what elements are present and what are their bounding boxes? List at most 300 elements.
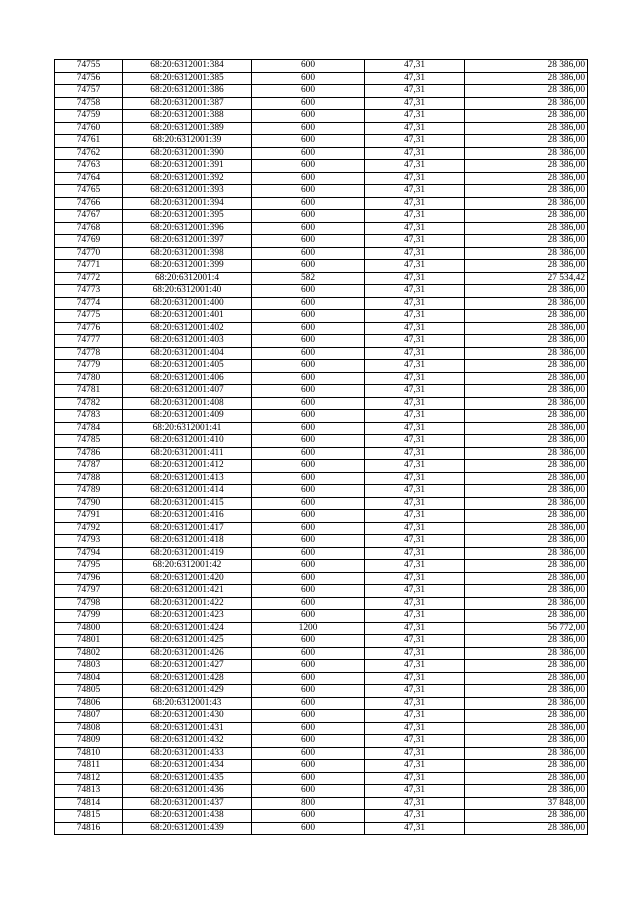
cadastral-number-cell: 68:20:6312001:438: [123, 810, 252, 823]
area-cell: 600: [252, 235, 365, 248]
cadastral-number-cell: 68:20:6312001:429: [123, 685, 252, 698]
table-row: [55, 497, 588, 510]
rate-cell: 47,31: [365, 135, 465, 148]
amount-cell: 28 386,00: [465, 147, 588, 160]
rate-cell: 47,31: [365, 385, 465, 398]
area-cell: 600: [252, 610, 365, 623]
rate-cell: 47,31: [365, 672, 465, 685]
amount-cell: 28 386,00: [465, 372, 588, 385]
row-number-cell: 74768: [55, 222, 123, 235]
cadastral-number-cell: 68:20:6312001:401: [123, 310, 252, 323]
rate-cell: 47,31: [365, 447, 465, 460]
area-cell: 600: [252, 260, 365, 273]
area-cell: 600: [252, 685, 365, 698]
cadastral-number-cell: 68:20:6312001:407: [123, 385, 252, 398]
area-cell: 600: [252, 172, 365, 185]
rate-cell: 47,31: [365, 797, 465, 810]
cadastral-number-cell: 68:20:6312001:431: [123, 722, 252, 735]
table-row: [55, 147, 588, 160]
area-cell: 600: [252, 385, 365, 398]
rate-cell: 47,31: [365, 460, 465, 473]
table-row: [55, 735, 588, 748]
amount-cell: 28 386,00: [465, 197, 588, 210]
amount-cell: 28 386,00: [465, 247, 588, 260]
amount-cell: 28 386,00: [465, 497, 588, 510]
area-cell: 600: [252, 297, 365, 310]
row-number-cell: 74769: [55, 235, 123, 248]
cadastral-number-cell: 68:20:6312001:413: [123, 472, 252, 485]
table-row: [55, 360, 588, 373]
area-cell: 600: [252, 497, 365, 510]
amount-cell: 28 386,00: [465, 647, 588, 660]
row-number-cell: 74810: [55, 747, 123, 760]
amount-cell: 28 386,00: [465, 397, 588, 410]
table-row: [55, 160, 588, 173]
cadastral-number-cell: 68:20:6312001:425: [123, 635, 252, 648]
table-row: [55, 422, 588, 435]
cadastral-number-cell: 68:20:6312001:424: [123, 622, 252, 635]
row-number-cell: 74764: [55, 172, 123, 185]
rate-cell: 47,31: [365, 272, 465, 285]
area-cell: 600: [252, 72, 365, 85]
rate-cell: 47,31: [365, 485, 465, 498]
cadastral-number-cell: 68:20:6312001:386: [123, 85, 252, 98]
rate-cell: 47,31: [365, 222, 465, 235]
amount-cell: 28 386,00: [465, 260, 588, 273]
cadastral-number-cell: 68:20:6312001:423: [123, 610, 252, 623]
rate-cell: 47,31: [365, 810, 465, 823]
amount-cell: 28 386,00: [465, 485, 588, 498]
rate-cell: 47,31: [365, 722, 465, 735]
row-number-cell: 74797: [55, 585, 123, 598]
cadastral-number-cell: 68:20:6312001:422: [123, 597, 252, 610]
area-cell: 600: [252, 535, 365, 548]
row-number-cell: 74760: [55, 122, 123, 135]
amount-cell: 28 386,00: [465, 722, 588, 735]
rate-cell: 47,31: [365, 510, 465, 523]
cadastral-number-cell: 68:20:6312001:391: [123, 160, 252, 173]
rate-cell: 47,31: [365, 185, 465, 198]
cadastral-number-cell: 68:20:6312001:419: [123, 547, 252, 560]
amount-cell: 28 386,00: [465, 597, 588, 610]
cadastral-table: [54, 59, 588, 835]
area-cell: 600: [252, 660, 365, 673]
amount-cell: 28 386,00: [465, 410, 588, 423]
area-cell: 600: [252, 485, 365, 498]
rate-cell: 47,31: [365, 122, 465, 135]
row-number-cell: 74814: [55, 797, 123, 810]
row-number-cell: 74782: [55, 397, 123, 410]
area-cell: 600: [252, 347, 365, 360]
amount-cell: 28 386,00: [465, 385, 588, 398]
table-row: [55, 635, 588, 648]
row-number-cell: 74777: [55, 335, 123, 348]
rate-cell: 47,31: [365, 85, 465, 98]
rate-cell: 47,31: [365, 535, 465, 548]
cadastral-number-cell: 68:20:6312001:421: [123, 585, 252, 598]
rate-cell: 47,31: [365, 97, 465, 110]
cadastral-number-cell: 68:20:6312001:436: [123, 785, 252, 798]
row-number-cell: 74803: [55, 660, 123, 673]
area-cell: 600: [252, 510, 365, 523]
cadastral-number-cell: 68:20:6312001:403: [123, 335, 252, 348]
rate-cell: 47,31: [365, 260, 465, 273]
cadastral-number-cell: 68:20:6312001:384: [123, 60, 252, 73]
amount-cell: 28 386,00: [465, 822, 588, 835]
cadastral-number-cell: 68:20:6312001:409: [123, 410, 252, 423]
area-cell: 800: [252, 797, 365, 810]
rate-cell: 47,31: [365, 285, 465, 298]
area-cell: 600: [252, 447, 365, 460]
cadastral-number-cell: 68:20:6312001:406: [123, 372, 252, 385]
rate-cell: 47,31: [365, 60, 465, 73]
amount-cell: 28 386,00: [465, 660, 588, 673]
cadastral-number-cell: 68:20:6312001:414: [123, 485, 252, 498]
row-number-cell: 74759: [55, 110, 123, 123]
rate-cell: 47,31: [365, 297, 465, 310]
table-row: [55, 810, 588, 823]
area-cell: 600: [252, 85, 365, 98]
row-number-cell: 74781: [55, 385, 123, 398]
row-number-cell: 74785: [55, 435, 123, 448]
area-cell: 600: [252, 810, 365, 823]
amount-cell: 28 386,00: [465, 122, 588, 135]
table-row: [55, 772, 588, 785]
table-row: [55, 335, 588, 348]
area-cell: 600: [252, 435, 365, 448]
row-number-cell: 74808: [55, 722, 123, 735]
table-row: [55, 347, 588, 360]
row-number-cell: 74775: [55, 310, 123, 323]
table-row: [55, 760, 588, 773]
table-row: [55, 197, 588, 210]
row-number-cell: 74794: [55, 547, 123, 560]
amount-cell: 28 386,00: [465, 635, 588, 648]
rate-cell: 47,31: [365, 147, 465, 160]
rate-cell: 47,31: [365, 110, 465, 123]
table-row: [55, 460, 588, 473]
rate-cell: 47,31: [365, 635, 465, 648]
row-number-cell: 74783: [55, 410, 123, 423]
amount-cell: 28 386,00: [465, 585, 588, 598]
cadastral-number-cell: 68:20:6312001:40: [123, 285, 252, 298]
amount-cell: 28 386,00: [465, 810, 588, 823]
row-number-cell: 74787: [55, 460, 123, 473]
table-row: [55, 222, 588, 235]
row-number-cell: 74800: [55, 622, 123, 635]
row-number-cell: 74778: [55, 347, 123, 360]
amount-cell: 28 386,00: [465, 522, 588, 535]
cadastral-number-cell: 68:20:6312001:432: [123, 735, 252, 748]
table-row: [55, 522, 588, 535]
amount-cell: 28 386,00: [465, 572, 588, 585]
amount-cell: 28 386,00: [465, 85, 588, 98]
row-number-cell: 74789: [55, 485, 123, 498]
row-number-cell: 74770: [55, 247, 123, 260]
row-number-cell: 74791: [55, 510, 123, 523]
row-number-cell: 74807: [55, 710, 123, 723]
area-cell: 600: [252, 185, 365, 198]
amount-cell: 28 386,00: [465, 110, 588, 123]
amount-cell: 28 386,00: [465, 697, 588, 710]
table-row: [55, 710, 588, 723]
row-number-cell: 74792: [55, 522, 123, 535]
table-row: [55, 447, 588, 460]
row-number-cell: 74784: [55, 422, 123, 435]
area-cell: 600: [252, 110, 365, 123]
amount-cell: 28 386,00: [465, 710, 588, 723]
table-row: [55, 410, 588, 423]
amount-cell: 56 772,00: [465, 622, 588, 635]
table-row: [55, 397, 588, 410]
area-cell: 600: [252, 410, 365, 423]
table-row: [55, 722, 588, 735]
cadastral-number-cell: 68:20:6312001:4: [123, 272, 252, 285]
amount-cell: 28 386,00: [465, 160, 588, 173]
table-row: [55, 110, 588, 123]
amount-cell: 28 386,00: [465, 672, 588, 685]
table-row: [55, 785, 588, 798]
cadastral-number-cell: 68:20:6312001:389: [123, 122, 252, 135]
cadastral-number-cell: 68:20:6312001:437: [123, 797, 252, 810]
cadastral-number-cell: 68:20:6312001:390: [123, 147, 252, 160]
cadastral-number-cell: 68:20:6312001:418: [123, 535, 252, 548]
rate-cell: 47,31: [365, 522, 465, 535]
rate-cell: 47,31: [365, 572, 465, 585]
cadastral-number-cell: 68:20:6312001:404: [123, 347, 252, 360]
cadastral-number-cell: 68:20:6312001:39: [123, 135, 252, 148]
amount-cell: 28 386,00: [465, 135, 588, 148]
cadastral-number-cell: 68:20:6312001:396: [123, 222, 252, 235]
table-row: [55, 572, 588, 585]
amount-cell: 28 386,00: [465, 460, 588, 473]
cadastral-number-cell: 68:20:6312001:434: [123, 760, 252, 773]
row-number-cell: 74756: [55, 72, 123, 85]
area-cell: 600: [252, 697, 365, 710]
row-number-cell: 74767: [55, 210, 123, 223]
table-row: [55, 285, 588, 298]
row-number-cell: 74805: [55, 685, 123, 698]
amount-cell: 28 386,00: [465, 747, 588, 760]
cadastral-number-cell: 68:20:6312001:415: [123, 497, 252, 510]
table-row: [55, 60, 588, 73]
area-cell: 600: [252, 585, 365, 598]
table-row: [55, 510, 588, 523]
cadastral-number-cell: 68:20:6312001:393: [123, 185, 252, 198]
row-number-cell: 74816: [55, 822, 123, 835]
area-cell: 600: [252, 760, 365, 773]
cadastral-number-cell: 68:20:6312001:416: [123, 510, 252, 523]
table-row: [55, 435, 588, 448]
rate-cell: 47,31: [365, 322, 465, 335]
amount-cell: 28 386,00: [465, 435, 588, 448]
cadastral-number-cell: 68:20:6312001:427: [123, 660, 252, 673]
amount-cell: 28 386,00: [465, 610, 588, 623]
row-number-cell: 74812: [55, 772, 123, 785]
row-number-cell: 74772: [55, 272, 123, 285]
rate-cell: 47,31: [365, 360, 465, 373]
rate-cell: 47,31: [365, 735, 465, 748]
row-number-cell: 74771: [55, 260, 123, 273]
table-row: [55, 72, 588, 85]
table-row: [55, 135, 588, 148]
area-cell: 600: [252, 285, 365, 298]
rate-cell: 47,31: [365, 410, 465, 423]
table-row: [55, 647, 588, 660]
table-row: [55, 235, 588, 248]
rate-cell: 47,31: [365, 822, 465, 835]
amount-cell: 28 386,00: [465, 760, 588, 773]
area-cell: 1200: [252, 622, 365, 635]
table-row: [55, 585, 588, 598]
row-number-cell: 74758: [55, 97, 123, 110]
amount-cell: 28 386,00: [465, 547, 588, 560]
table-row: [55, 685, 588, 698]
amount-cell: 28 386,00: [465, 360, 588, 373]
amount-cell: 28 386,00: [465, 210, 588, 223]
amount-cell: 28 386,00: [465, 422, 588, 435]
cadastral-number-cell: 68:20:6312001:387: [123, 97, 252, 110]
table-row: [55, 85, 588, 98]
area-cell: 600: [252, 397, 365, 410]
table-row: [55, 822, 588, 835]
area-cell: 600: [252, 472, 365, 485]
area-cell: 600: [252, 97, 365, 110]
row-number-cell: 74815: [55, 810, 123, 823]
amount-cell: 28 386,00: [465, 172, 588, 185]
area-cell: 600: [252, 460, 365, 473]
area-cell: 600: [252, 122, 365, 135]
row-number-cell: 74773: [55, 285, 123, 298]
rate-cell: 47,31: [365, 660, 465, 673]
table-row: [55, 547, 588, 560]
row-number-cell: 74780: [55, 372, 123, 385]
row-number-cell: 74798: [55, 597, 123, 610]
table-row: [55, 272, 588, 285]
area-cell: 600: [252, 722, 365, 735]
cadastral-number-cell: 68:20:6312001:385: [123, 72, 252, 85]
table-row: [55, 747, 588, 760]
table-body: [55, 60, 588, 835]
area-cell: 600: [252, 635, 365, 648]
amount-cell: 28 386,00: [465, 97, 588, 110]
row-number-cell: 74766: [55, 197, 123, 210]
rate-cell: 47,31: [365, 435, 465, 448]
table-row: [55, 560, 588, 573]
cadastral-number-cell: 68:20:6312001:402: [123, 322, 252, 335]
amount-cell: 28 386,00: [465, 560, 588, 573]
cadastral-number-cell: 68:20:6312001:392: [123, 172, 252, 185]
area-cell: 600: [252, 672, 365, 685]
table-row: [55, 172, 588, 185]
rate-cell: 47,31: [365, 647, 465, 660]
row-number-cell: 74796: [55, 572, 123, 585]
rate-cell: 47,31: [365, 235, 465, 248]
row-number-cell: 74761: [55, 135, 123, 148]
table-row: [55, 260, 588, 273]
table-row: [55, 185, 588, 198]
amount-cell: 28 386,00: [465, 297, 588, 310]
table-row: [55, 122, 588, 135]
row-number-cell: 74793: [55, 535, 123, 548]
table-row: [55, 372, 588, 385]
area-cell: 600: [252, 322, 365, 335]
table-row: [55, 472, 588, 485]
row-number-cell: 74774: [55, 297, 123, 310]
rate-cell: 47,31: [365, 372, 465, 385]
cadastral-number-cell: 68:20:6312001:398: [123, 247, 252, 260]
row-number-cell: 74786: [55, 447, 123, 460]
amount-cell: 27 534,42: [465, 272, 588, 285]
rate-cell: 47,31: [365, 197, 465, 210]
cadastral-number-cell: 68:20:6312001:428: [123, 672, 252, 685]
row-number-cell: 74788: [55, 472, 123, 485]
area-cell: 600: [252, 197, 365, 210]
rate-cell: 47,31: [365, 760, 465, 773]
rate-cell: 47,31: [365, 160, 465, 173]
area-cell: 600: [252, 710, 365, 723]
amount-cell: 28 386,00: [465, 60, 588, 73]
row-number-cell: 74776: [55, 322, 123, 335]
area-cell: 600: [252, 372, 365, 385]
cadastral-number-cell: 68:20:6312001:43: [123, 697, 252, 710]
rate-cell: 47,31: [365, 622, 465, 635]
cadastral-number-cell: 68:20:6312001:42: [123, 560, 252, 573]
row-number-cell: 74795: [55, 560, 123, 573]
rate-cell: 47,31: [365, 785, 465, 798]
rate-cell: 47,31: [365, 697, 465, 710]
amount-cell: 28 386,00: [465, 510, 588, 523]
amount-cell: 28 386,00: [465, 535, 588, 548]
area-cell: 600: [252, 310, 365, 323]
area-cell: 600: [252, 135, 365, 148]
rate-cell: 47,31: [365, 747, 465, 760]
rate-cell: 47,31: [365, 72, 465, 85]
area-cell: 582: [252, 272, 365, 285]
cadastral-number-cell: 68:20:6312001:397: [123, 235, 252, 248]
amount-cell: 28 386,00: [465, 72, 588, 85]
area-cell: 600: [252, 560, 365, 573]
amount-cell: 37 848,00: [465, 797, 588, 810]
rate-cell: 47,31: [365, 172, 465, 185]
amount-cell: 28 386,00: [465, 347, 588, 360]
cadastral-number-cell: 68:20:6312001:411: [123, 447, 252, 460]
rate-cell: 47,31: [365, 597, 465, 610]
rate-cell: 47,31: [365, 497, 465, 510]
table-row: [55, 310, 588, 323]
table-row: [55, 597, 588, 610]
area-cell: 600: [252, 822, 365, 835]
cadastral-number-cell: 68:20:6312001:400: [123, 297, 252, 310]
rate-cell: 47,31: [365, 710, 465, 723]
amount-cell: 28 386,00: [465, 735, 588, 748]
rate-cell: 47,31: [365, 585, 465, 598]
table-row: [55, 210, 588, 223]
cadastral-number-cell: 68:20:6312001:408: [123, 397, 252, 410]
rate-cell: 47,31: [365, 472, 465, 485]
area-cell: 600: [252, 422, 365, 435]
row-number-cell: 74762: [55, 147, 123, 160]
table-row: [55, 322, 588, 335]
table-row: [55, 97, 588, 110]
row-number-cell: 74813: [55, 785, 123, 798]
table-row: [55, 485, 588, 498]
rate-cell: 47,31: [365, 772, 465, 785]
area-cell: 600: [252, 747, 365, 760]
rate-cell: 47,31: [365, 685, 465, 698]
rate-cell: 47,31: [365, 247, 465, 260]
cadastral-number-cell: 68:20:6312001:439: [123, 822, 252, 835]
